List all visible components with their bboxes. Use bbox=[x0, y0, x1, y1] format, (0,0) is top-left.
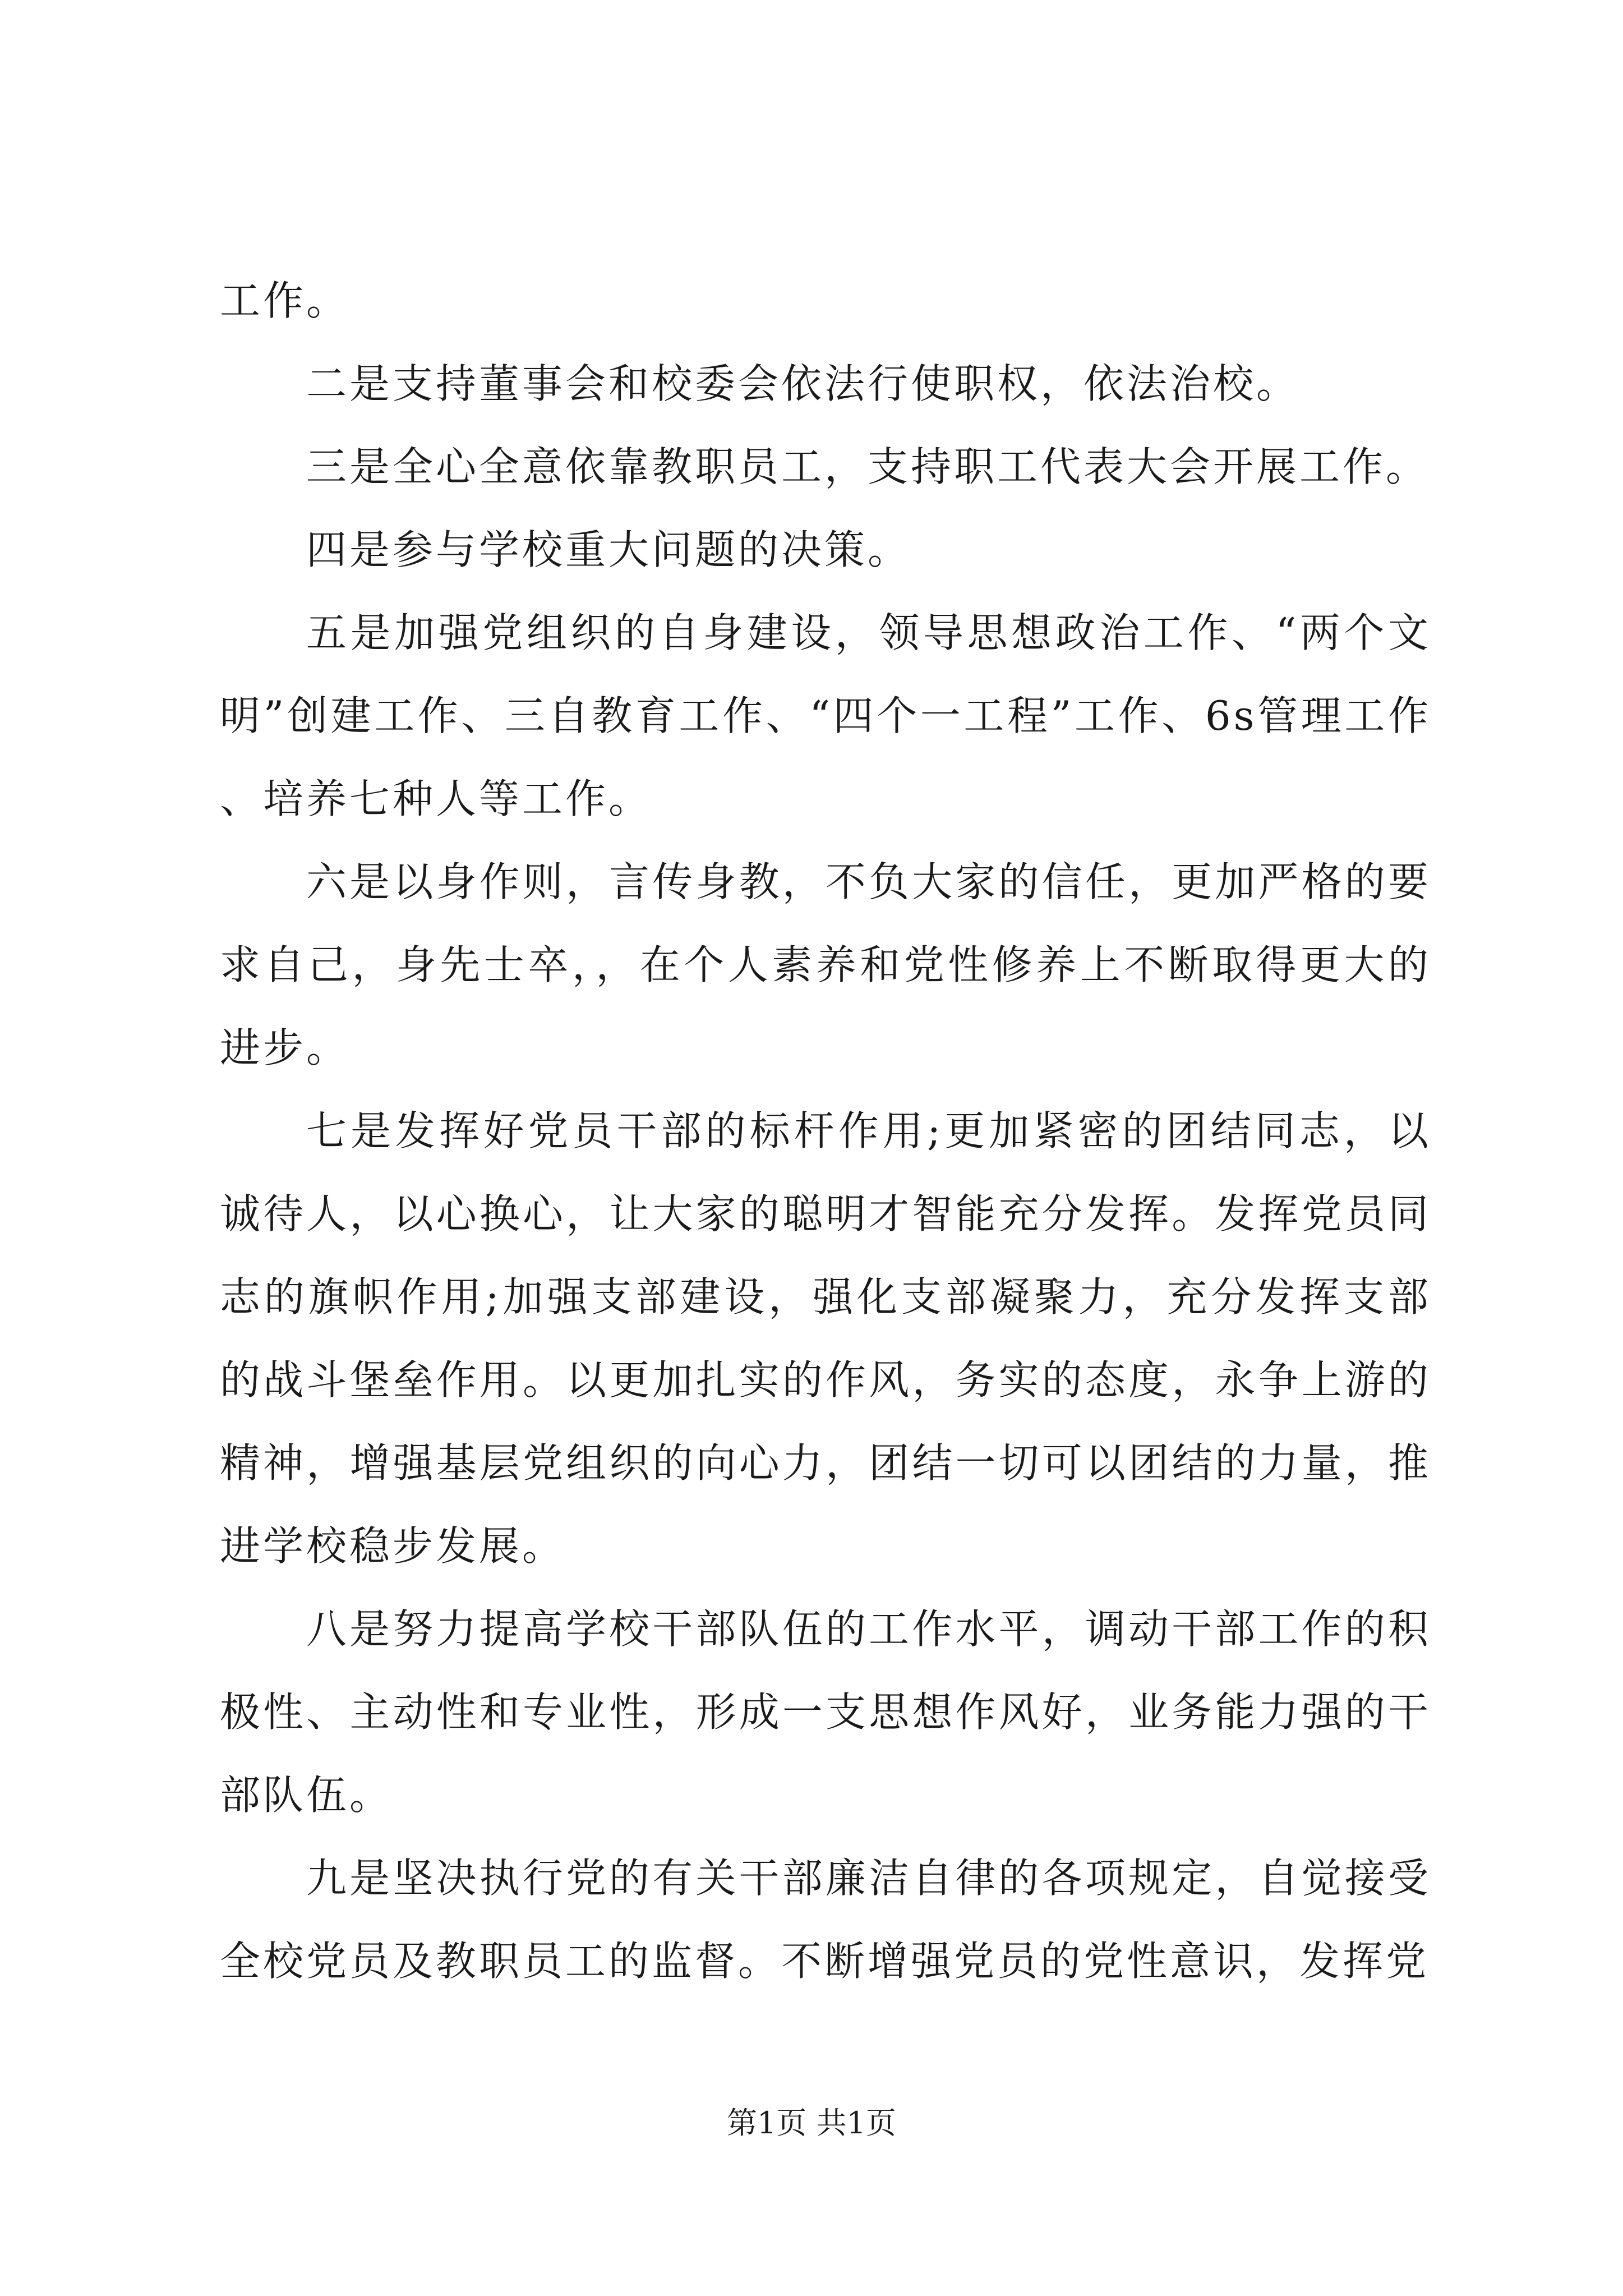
page-footer bbox=[0, 2104, 1623, 2143]
paragraph-6: 六是以身作则，言传身教，不负大家的信任，更加严格的要求自己，身先士卒，，在个人素养和党性修养上不断取得更大的进步。 bbox=[220, 858, 1431, 1071]
paragraph-5: 五是加强党组织的自身建设，领导思想政治工作、“两个文明”创建工作、三自教育工作、“四个一工程”工作、6s管理工作、培养七种人等工作。 bbox=[220, 609, 1431, 822]
paragraph-1: 工作。 bbox=[220, 277, 350, 324]
paragraph-2: 二是支持董事会和校委会依法行使职权，依法治校。 bbox=[306, 360, 1300, 407]
document-body bbox=[220, 259, 1431, 2003]
paragraph-3: 三是全心全意依靠教职员工，支持职工代表大会开展工作。 bbox=[306, 443, 1430, 490]
page-number-label: 第1页 共1页 bbox=[727, 2105, 896, 2141]
paragraph-7: 七是发挥好党员干部的标杆作用;更加紧密的团结同志，以诚待人，以心换心，让大家的聪明才智能充分发挥。发挥党员同志的旗帜作用;加强支部建设，强化支部凝聚力，充分发挥支部的战斗堡垒作用。以更加扎实的作风，务实的态度，永争上游的精神，增强基层党组织的向心力，团结一切可以团结的力量，推进学校稳步发展。 bbox=[220, 1107, 1431, 1570]
paragraph-9: 九是坚决执行党的有关干部廉洁自律的各项规定，自觉接受全校党员及教职员工的监督。不断增强党员的党性意识，发挥党 bbox=[220, 1855, 1431, 1985]
paragraph-8: 八是努力提高学校干部队伍的工作水平，调动干部工作的积极性、主动性和专业性，形成一支思想作风好，业务能力强的干部队伍。 bbox=[220, 1605, 1431, 1819]
paragraph-4: 四是参与学校重大问题的决策。 bbox=[306, 526, 911, 573]
